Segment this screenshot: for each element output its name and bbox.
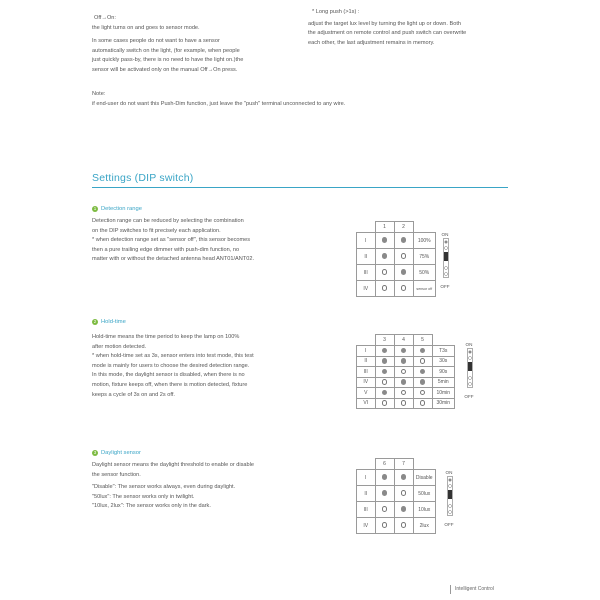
empty-dot-icon	[401, 490, 407, 496]
row-id-cell: III	[357, 265, 376, 281]
table-row	[357, 265, 436, 281]
switch-position-cell	[394, 470, 413, 486]
text-line: "Disable": The sensor works always, even during daylight.	[92, 484, 236, 491]
switch-toggle-icon	[447, 476, 451, 521]
table-header-cell	[413, 222, 436, 233]
switch-position-cell	[394, 377, 413, 388]
switch-position-cell	[375, 249, 394, 265]
table-header-cell: 6	[375, 459, 394, 470]
empty-dot-icon	[420, 390, 426, 396]
text-line: just quickly pass-by, there is no need to have the light on.)the	[92, 57, 244, 64]
table-header-cell: 4	[394, 335, 413, 346]
switch-position-cell	[375, 346, 394, 357]
filled-dot-icon	[382, 474, 388, 480]
detection-range-heading	[92, 206, 142, 212]
text-line: Detection range can be reduced by selecting the combination	[92, 218, 244, 224]
empty-dot-icon	[401, 390, 407, 396]
switch-position-cell	[375, 518, 394, 534]
table-row	[357, 388, 455, 399]
text-line: Hold-time means the time period to keep the lamp on 100%	[92, 334, 240, 340]
daylight-sensor-title: Daylight sensor	[101, 450, 141, 456]
filled-dot-icon	[382, 253, 388, 259]
empty-dot-icon	[420, 400, 426, 406]
text-line: the sensor function.	[92, 471, 141, 478]
switch-position-cell	[413, 346, 432, 357]
setting-value-cell: 2lux	[413, 518, 436, 534]
filled-dot-icon	[401, 506, 407, 512]
text-line: mode is mainly for users to choose the desired detection range.	[92, 362, 250, 369]
switch-position-cell	[394, 346, 413, 357]
text-line: * Long push (>1s) :	[312, 9, 360, 15]
filled-dot-icon	[382, 369, 388, 375]
empty-dot-icon	[382, 400, 388, 406]
empty-dot-icon	[420, 358, 426, 364]
setting-value-cell: 5min	[432, 377, 455, 388]
text-line: the light turns on and goes to sensor mode.	[92, 24, 200, 31]
text-line: * when detection range set as "sensor off", this sensor becomes	[92, 237, 251, 244]
row-id-cell: IV	[357, 518, 376, 534]
switch-position-cell	[394, 249, 413, 265]
table-header-cell: 1	[375, 222, 394, 233]
table-row	[357, 470, 436, 486]
filled-dot-icon	[401, 474, 407, 480]
filled-dot-icon	[401, 348, 407, 354]
table-row	[357, 486, 436, 502]
switch-position-cell	[375, 502, 394, 518]
row-id-cell: I	[357, 470, 376, 486]
hold-time-title: Hold-time	[101, 319, 126, 325]
row-id-cell: VI	[357, 398, 376, 409]
switch-position-cell	[394, 388, 413, 399]
empty-dot-icon	[382, 522, 388, 528]
text-line: "10lux, 2lux": The sensor works only in the dark.	[92, 503, 211, 510]
table-header-cell	[357, 222, 376, 233]
daylight-sensor-dip-table	[356, 458, 436, 534]
filled-dot-icon	[382, 490, 388, 496]
filled-dot-icon	[382, 348, 388, 354]
detection-range-title: Detection range	[101, 206, 142, 212]
text-line: Daylight sensor means the daylight threshold to enable or disable	[92, 462, 255, 468]
setting-value-cell: 90s	[432, 367, 455, 378]
switch-position-cell	[375, 470, 394, 486]
text-line: In some cases people do not want to have a sensor	[92, 38, 220, 45]
setting-value-cell: 30s	[432, 356, 455, 367]
intro-left-text	[92, 14, 312, 76]
dip-switch-diagram	[438, 470, 460, 527]
setting-value-cell: 30min	[432, 398, 455, 409]
row-id-cell: III	[357, 367, 376, 378]
section-divider	[92, 187, 508, 188]
switch-off-label: OFF	[444, 522, 454, 527]
table-row	[357, 502, 436, 518]
row-id-cell: II	[357, 356, 376, 367]
hold-time-dip-table	[356, 334, 455, 409]
filled-dot-icon	[382, 237, 388, 243]
detection-range-text	[92, 217, 332, 265]
switch-position-cell	[375, 388, 394, 399]
setting-value-cell: 10min	[432, 388, 455, 399]
switch-position-cell	[394, 281, 413, 297]
table-header-cell: 5	[413, 335, 432, 346]
setting-value-cell: 10lux	[413, 502, 436, 518]
table-row	[357, 281, 436, 297]
row-id-cell: II	[357, 486, 376, 502]
switch-on-label: ON	[445, 470, 453, 475]
text-line: Off→On:	[94, 15, 116, 21]
switch-position-cell	[394, 518, 413, 534]
note-text: if end-user do not want this Push-Dim function, just leave the "push" terminal unconnected to any wire.	[92, 100, 346, 107]
footer-text: Intelligent Control	[455, 586, 494, 592]
table-row	[357, 356, 455, 367]
row-id-cell: III	[357, 502, 376, 518]
switch-position-cell	[394, 486, 413, 502]
table-row	[357, 398, 455, 409]
table-row	[357, 249, 436, 265]
switch-position-cell	[375, 356, 394, 367]
table-header-cell	[357, 335, 376, 346]
text-line: "50lux": The sensor works only in twilight.	[92, 493, 195, 500]
row-id-cell: V	[357, 388, 376, 399]
text-line: matter with or without the detached antenna head ANT01/ANT02.	[92, 256, 255, 263]
text-line: adjust the target lux level by turning the light up or down. Both	[308, 20, 461, 27]
filled-dot-icon	[420, 369, 426, 375]
switch-position-cell	[375, 486, 394, 502]
setting-value-cell: T3s	[432, 346, 455, 357]
text-line: automatically switch on the light, (for example, when people	[92, 47, 240, 54]
detection-range-dip-table	[356, 221, 436, 297]
switch-toggle-icon	[443, 238, 447, 283]
intro-right-text	[308, 8, 538, 48]
table-header-cell	[432, 335, 455, 346]
switch-toggle-icon	[467, 348, 471, 393]
section-number-badge: 1	[93, 206, 97, 211]
filled-dot-icon	[420, 379, 426, 385]
row-id-cell: I	[357, 346, 376, 357]
empty-dot-icon	[401, 369, 407, 375]
empty-dot-icon	[401, 400, 407, 406]
switch-position-cell	[394, 356, 413, 367]
text-line: then a pure trailing edge dimmer with push-dim function, no	[92, 246, 240, 253]
empty-dot-icon	[382, 379, 388, 385]
switch-position-cell	[394, 398, 413, 409]
text-line: the adjustment on remote control and push switch can overwrite	[308, 30, 467, 37]
daylight-sensor-text	[92, 461, 332, 512]
filled-dot-icon	[382, 390, 388, 396]
empty-dot-icon	[382, 506, 388, 512]
setting-value-cell: Disable	[413, 470, 436, 486]
setting-value-cell: 100%	[413, 233, 436, 249]
table-row	[357, 233, 436, 249]
setting-value-cell: 50lux	[413, 486, 436, 502]
switch-on-label: ON	[465, 342, 473, 347]
text-line: keeps a cycle of 3s on and 2s off.	[92, 391, 175, 398]
switch-position-cell	[394, 233, 413, 249]
empty-dot-icon	[382, 285, 388, 291]
text-line: after motion detected.	[92, 343, 147, 350]
setting-value-cell: sensor off	[413, 281, 436, 297]
text-line: on the DIP switches to fit precisely each application.	[92, 227, 221, 234]
empty-dot-icon	[401, 522, 407, 528]
table-header-cell	[413, 459, 436, 470]
switch-position-cell	[413, 398, 432, 409]
table-row	[357, 518, 436, 534]
setting-value-cell: 50%	[413, 265, 436, 281]
row-id-cell: I	[357, 233, 376, 249]
text-line: each other, the last adjustment remains in memory.	[308, 39, 435, 46]
switch-position-cell	[375, 265, 394, 281]
switch-position-cell	[375, 398, 394, 409]
empty-dot-icon	[382, 269, 388, 275]
empty-dot-icon	[401, 285, 407, 291]
switch-position-cell	[375, 377, 394, 388]
switch-position-cell	[375, 281, 394, 297]
text-line: In this mode, the daylight sensor is disabled, when there is no	[92, 372, 245, 379]
empty-dot-icon	[401, 253, 407, 259]
table-row	[357, 367, 455, 378]
note-label: Note:	[92, 91, 106, 97]
table-row	[357, 377, 455, 388]
table-row	[357, 346, 455, 357]
section-title: Settings (DIP switch)	[92, 172, 194, 184]
switch-position-cell	[394, 367, 413, 378]
filled-dot-icon	[382, 358, 388, 364]
table-header-cell: 3	[375, 335, 394, 346]
note-block	[92, 90, 512, 109]
filled-dot-icon	[420, 348, 426, 354]
switch-on-label: ON	[441, 232, 449, 237]
text-line: * when hold-time set as 3s, sensor enters into test mode, this test	[92, 353, 254, 360]
hold-time-heading	[92, 319, 126, 325]
filled-dot-icon	[401, 237, 407, 243]
switch-off-label: OFF	[464, 394, 474, 399]
switch-position-cell	[413, 367, 432, 378]
text-line: sensor will be activated only on the manual Off→On press.	[92, 66, 238, 73]
dip-switch-diagram	[434, 232, 456, 289]
section-number-badge: 3	[93, 450, 97, 455]
filled-dot-icon	[401, 379, 407, 385]
switch-position-cell	[413, 356, 432, 367]
switch-position-cell	[394, 502, 413, 518]
switch-position-cell	[394, 265, 413, 281]
dip-switch-diagram	[458, 342, 480, 399]
table-header-cell: 7	[394, 459, 413, 470]
section-number-badge: 2	[93, 319, 97, 324]
footer-divider	[450, 585, 451, 594]
table-header-cell: 2	[394, 222, 413, 233]
hold-time-text	[92, 333, 332, 400]
switch-position-cell	[413, 388, 432, 399]
daylight-sensor-heading	[92, 450, 141, 456]
filled-dot-icon	[401, 269, 407, 275]
setting-value-cell: 75%	[413, 249, 436, 265]
text-line: motion, fixture keeps off, when there is motion detected, fixture	[92, 381, 248, 388]
row-id-cell: II	[357, 249, 376, 265]
table-header-cell	[357, 459, 376, 470]
switch-off-label: OFF	[440, 284, 450, 289]
switch-position-cell	[375, 367, 394, 378]
row-id-cell: IV	[357, 377, 376, 388]
filled-dot-icon	[401, 358, 407, 364]
switch-position-cell	[375, 233, 394, 249]
row-id-cell: IV	[357, 281, 376, 297]
switch-position-cell	[413, 377, 432, 388]
